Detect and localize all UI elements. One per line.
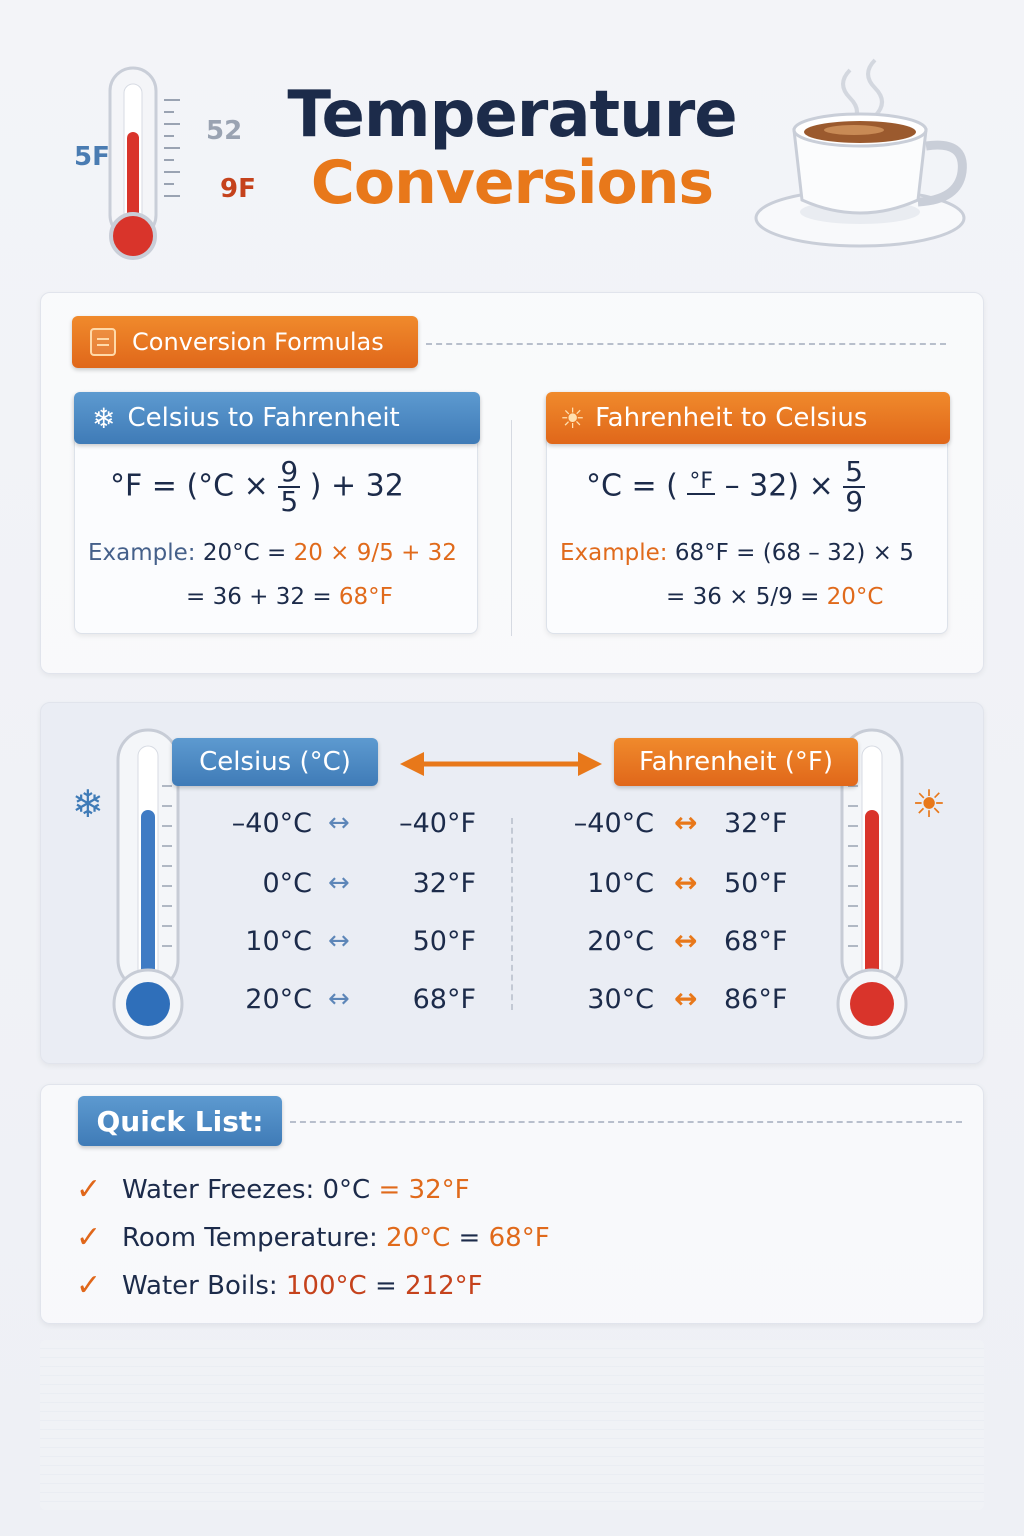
item-text: Water Boils: xyxy=(122,1270,278,1301)
c-to-f-header xyxy=(74,392,480,444)
c-to-f-example-line2 xyxy=(186,584,393,610)
left-row-c: 0°C xyxy=(262,868,312,899)
item-f: 32°F xyxy=(408,1174,470,1205)
left-row-arrow: ↔ xyxy=(328,868,350,898)
frac-top: °F xyxy=(689,468,714,494)
divider xyxy=(290,1121,962,1123)
example-line2: = 36 + 32 = xyxy=(186,584,332,610)
right-row-c: 30°C xyxy=(587,984,654,1015)
right-row-f: 50°F xyxy=(724,868,788,899)
f-to-c-example-line2 xyxy=(666,584,883,610)
example-start: 68°F = (68 – 32) × 5 xyxy=(674,540,914,566)
example-line2: = 36 × 5/9 = xyxy=(666,584,820,610)
double-arrow-icon xyxy=(398,748,604,780)
item-c: 0°C xyxy=(322,1174,371,1205)
frac-num: 9 xyxy=(280,455,299,488)
table-divider xyxy=(511,818,513,1010)
left-row-arrow: ↔ xyxy=(328,808,350,838)
formula-mid: – 32) × xyxy=(724,468,834,504)
thermo-label-left: 5F xyxy=(74,142,110,172)
right-row-arrow: ↔ xyxy=(674,924,698,957)
example-label: Example: xyxy=(560,540,668,566)
quick-list-item xyxy=(76,1172,470,1207)
divider xyxy=(426,343,946,345)
fahrenheit-label: Fahrenheit (°F) xyxy=(639,747,833,777)
snowflake-icon: ❄ xyxy=(92,401,116,435)
conversion-formulas-label: Conversion Formulas xyxy=(132,328,384,356)
right-row-arrow: ↔ xyxy=(674,806,698,839)
c-to-f-title: Celsius to Fahrenheit xyxy=(127,403,400,433)
quick-list-label: Quick List: xyxy=(96,1104,264,1138)
frac-den: 5 xyxy=(280,485,299,518)
c-to-f-example-line1 xyxy=(88,540,457,566)
example-start: 20°C = xyxy=(202,540,287,566)
left-row-c: 20°C xyxy=(245,984,312,1015)
right-row-f: 86°F xyxy=(724,984,788,1015)
left-row-c: –40°C xyxy=(231,808,312,839)
item-eq: = xyxy=(378,1174,401,1205)
item-f: 212°F xyxy=(405,1270,483,1301)
coffee-cup-icon xyxy=(750,50,980,260)
quick-list-item xyxy=(76,1268,483,1303)
right-row-c: 20°C xyxy=(587,926,654,957)
celsius-label: Celsius (°C) xyxy=(199,747,351,777)
left-row-f: 32°F xyxy=(412,868,476,899)
clipboard-icon xyxy=(90,328,116,356)
fahrenheit-badge xyxy=(614,738,858,786)
example-label: Example: xyxy=(88,540,196,566)
f-to-c-title: Fahrenheit to Celsius xyxy=(595,403,868,433)
item-eq: = xyxy=(458,1222,481,1253)
right-row-c: –40°C xyxy=(573,808,654,839)
f-to-c-formula xyxy=(586,455,865,518)
item-text: Room Temperature: xyxy=(122,1222,378,1253)
check-icon: ✓ xyxy=(76,1268,102,1303)
frac-num: 5 xyxy=(845,455,864,488)
item-c: 20°C xyxy=(386,1222,451,1253)
formula-lhs: °C = ( xyxy=(586,468,678,504)
item-text: Water Freezes: xyxy=(122,1174,315,1205)
formula-lhs: °F = (°C × xyxy=(110,468,269,504)
c-to-f-formula xyxy=(110,455,404,518)
f-to-c-example-line1 xyxy=(560,540,914,566)
check-icon: ✓ xyxy=(76,1220,102,1255)
right-row-f: 32°F xyxy=(724,808,788,839)
snowflake-icon: ❄ xyxy=(72,782,104,826)
thermo-label-mid: 52 xyxy=(206,116,243,146)
right-row-arrow: ↔ xyxy=(674,866,698,899)
item-eq: = xyxy=(374,1270,397,1301)
sun-icon: ☀ xyxy=(912,782,947,826)
right-row-f: 68°F xyxy=(724,926,788,957)
left-row-f: 68°F xyxy=(412,984,476,1015)
left-row-arrow: ↔ xyxy=(328,984,350,1014)
check-icon: ✓ xyxy=(76,1172,102,1207)
column-divider xyxy=(511,420,512,636)
left-row-f: 50°F xyxy=(412,926,476,957)
right-row-c: 10°C xyxy=(587,868,654,899)
page-title-line2: Conversions xyxy=(310,148,714,218)
formula-fraction xyxy=(843,455,865,518)
formula-fraction-f xyxy=(687,468,715,495)
example-result: 20°C xyxy=(826,584,884,610)
left-row-arrow: ↔ xyxy=(328,926,350,956)
page-title-line1: Temperature xyxy=(287,78,737,152)
quick-list-badge xyxy=(78,1096,282,1146)
left-row-f: –40°F xyxy=(399,808,476,839)
example-result: 68°F xyxy=(338,584,393,610)
conversion-formulas-badge xyxy=(72,316,418,368)
f-to-c-header xyxy=(546,392,950,444)
frac-den: 9 xyxy=(845,485,864,518)
left-row-c: 10°C xyxy=(245,926,312,957)
background-lines xyxy=(40,1340,984,1510)
celsius-badge xyxy=(172,738,378,786)
quick-list-item xyxy=(76,1220,550,1255)
example-calc: 20 × 9/5 + 32 xyxy=(293,540,457,566)
item-f: 68°F xyxy=(488,1222,550,1253)
sun-icon: ☀ xyxy=(560,401,586,435)
thermo-label-right: 9F xyxy=(220,174,256,204)
item-c: 100°C xyxy=(285,1270,367,1301)
right-row-arrow: ↔ xyxy=(674,982,698,1015)
formula-fraction xyxy=(278,455,300,518)
formula-rhs: ) + 32 xyxy=(309,468,404,504)
